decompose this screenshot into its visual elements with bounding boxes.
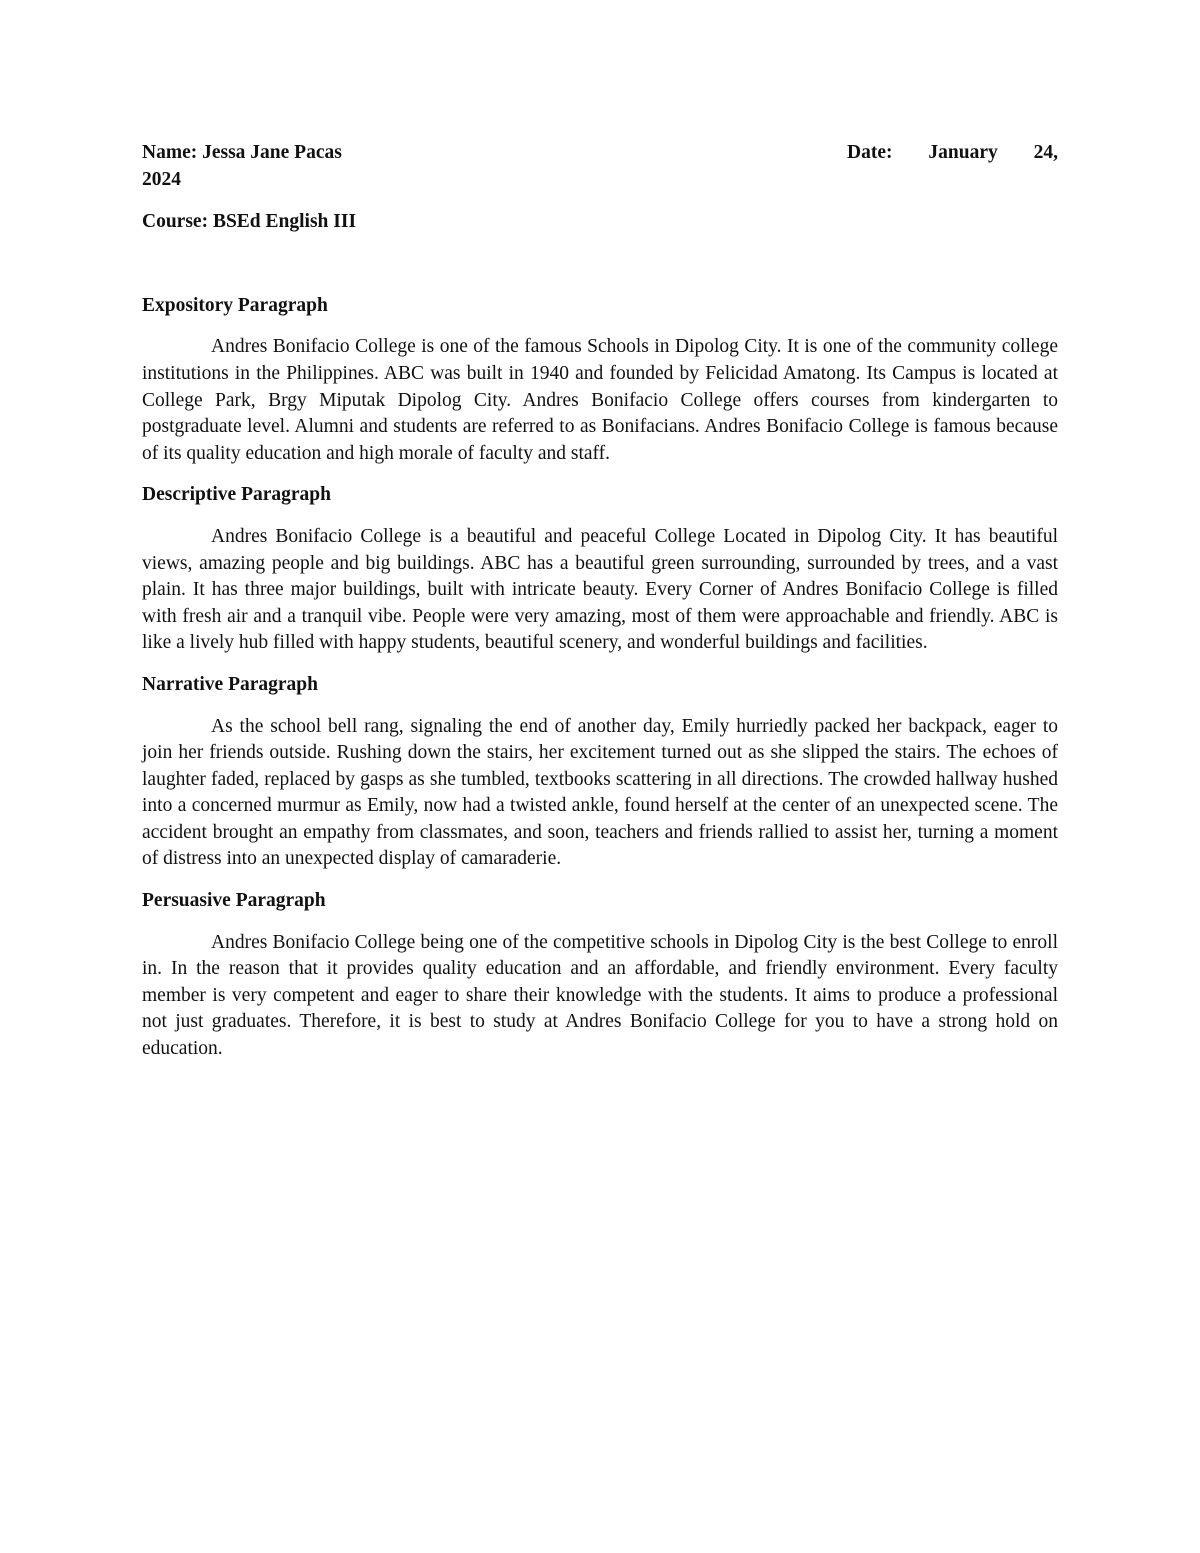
section-heading-narrative: Narrative Paragraph xyxy=(142,673,318,695)
section-heading-descriptive: Descriptive Paragraph xyxy=(142,484,332,506)
section-heading-expository: Expository Paragraph xyxy=(142,294,328,316)
date-day: 24, xyxy=(1033,142,1058,163)
section-body-descriptive: Andres Bonifacio College is a beautiful and peaceful College Located in Dipolog City. It has beautiful views, amazing people and big buildings. ABC has a beautiful green surrounding, surrounded by trees, and a vast plain. It has three major buildings, built with intricate beauty. Every Corner of Andres Bonifacio College is filled with fresh air and a tranquil vibe. People were very amazing, most of them were approachable and friendly. ABC is like a lively hub filled with happy students, beautiful scenery, and wonderful buildings and facilities. xyxy=(142,525,1058,654)
course: Course: BSEd English III xyxy=(142,211,357,233)
section-body-narrative: As the school bell rang, signaling the end of another day, Emily hurriedly packed her backpack, eager to join her friends outside. Rushing down the stairs, her excitement turned out as she slipped the stairs. The echoes of laughter faded, replaced by gasps as she tumbled, textbooks scattering in all directions. The crowded hallway hushed into a concerned murmur as Emily, now had a twisted ankle, found herself at the center of an unexpected scene. The accident brought an empathy from classmates, and soon, teachers and friends rallied to assist her, turning a moment of distress into an unexpected display of camaraderie. xyxy=(142,715,1058,870)
student-name: Name: Jessa Jane Pacas xyxy=(142,142,342,163)
document-page xyxy=(142,140,1058,1063)
section-body-persuasive: Andres Bonifacio College being one of the competitive schools in Dipolog City is the best College to enroll in. In the reason that it provides quality education and an affordable, and friendly environment. Every faculty member is very competent and eager to share their knowledge with the students. It aims to produce a professional not just graduates. Therefore, it is best to study at Andres Bonifacio College for you to have a strong hold on education. xyxy=(142,931,1058,1060)
date-month: January xyxy=(928,142,998,163)
date-group xyxy=(847,140,1058,167)
section-heading-persuasive: Persuasive Paragraph xyxy=(142,890,326,912)
header-row xyxy=(142,140,1058,167)
date-year: 2024 xyxy=(142,168,181,190)
date-label: Date: xyxy=(847,142,893,163)
section-body-expository: Andres Bonifacio College is one of the famous Schools in Dipolog City. It is one of the community college institutions in the Philippines. ABC was built in 1940 and founded by Felicidad Amatong. Its Campus is located at College Park, Brgy Miputak Dipolog City. Andres Bonifacio College offers courses from kindergarten to postgraduate level. Alumni and students are referred to as Bonifacians. Andres Bonifacio College is famous because of its quality education and high morale of faculty and staff. xyxy=(142,336,1058,464)
